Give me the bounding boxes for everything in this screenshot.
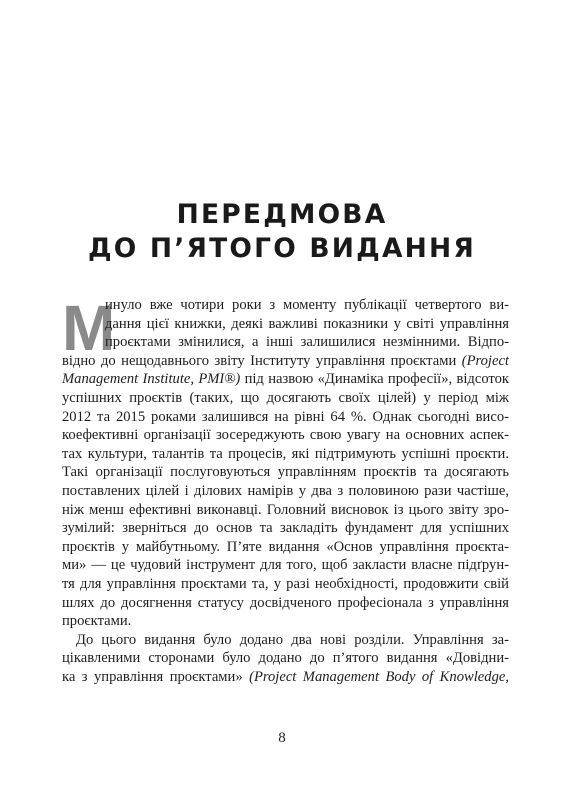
text-line: Management Institute, PMI®) під назвою «Динаміка професії», відсоток: [62, 371, 509, 388]
text-line: шлях до досягнення статусу досвідченого професіонала з управління: [62, 594, 509, 611]
text-line: успішних проєктів (таких, що досягають своїх цілей) у період між: [62, 389, 509, 406]
text-line: 2012 та 2015 роками залишився на рівні 64 %. Однак сьогодні висо-: [62, 408, 509, 425]
chapter-title-line-2: ДО П’ЯТОГО ВИДАННЯ: [87, 233, 477, 264]
body-text: [62, 292, 509, 686]
text-line: ніж менш ефективні виконавці. Головний висновок із цього звіту зро-: [62, 501, 509, 518]
text-line: цікавленими сторонами було додано до п’ятого видання «Довідни-: [62, 650, 509, 667]
text-line: поставлених цілей і ділових намірів у два з половиною рази частіше,: [62, 482, 509, 499]
chapter-title-line-1: ПЕРЕДМОВА: [176, 199, 388, 230]
text-line: инуло вже чотири роки з моменту публікації четвертого ви-: [105, 297, 509, 313]
text-line: коефективні організації зосереджують свою увагу на основних аспек-: [62, 427, 509, 444]
text-line: тя для управління проєктами та, у разі необхідності, продовжити свій: [62, 575, 509, 592]
text-line: проєктами.: [62, 613, 132, 630]
text-line: дання цієї книжки, деякі важливі показники у світі управління: [105, 315, 509, 332]
text-line: тах культури, талантів та процесів, які підтримують успішні проєкти.: [62, 445, 509, 462]
text-line: проєктами змінилися, а інші залишилися незмінними. Відпо-: [105, 334, 509, 351]
chapter-title: [0, 198, 564, 266]
page-number: 8: [278, 730, 286, 746]
text-line: ка з управління проєктами» (Project Management Body of Knowledge,: [62, 668, 509, 685]
text-line: відно до нещодавнього звіту Інституту управління проєктами (Project: [62, 352, 509, 369]
text-line: проєктів у майбутньому. П’яте видання «Основ управління проєкта-: [62, 538, 509, 555]
text-line: зумілий: зверніться до основ та закладіть фундамент для успішних: [62, 520, 509, 537]
text-line: До цього видання було додано два нові розділи. Управління за-: [76, 631, 509, 648]
text-line: Такі організації послуговуються управлінням проєктів та досягають: [62, 464, 509, 481]
drop-cap-letter: М: [62, 292, 116, 364]
text-line: ми» — це чудовий інструмент для того, щоб закласти власне підґрун-: [62, 557, 509, 574]
